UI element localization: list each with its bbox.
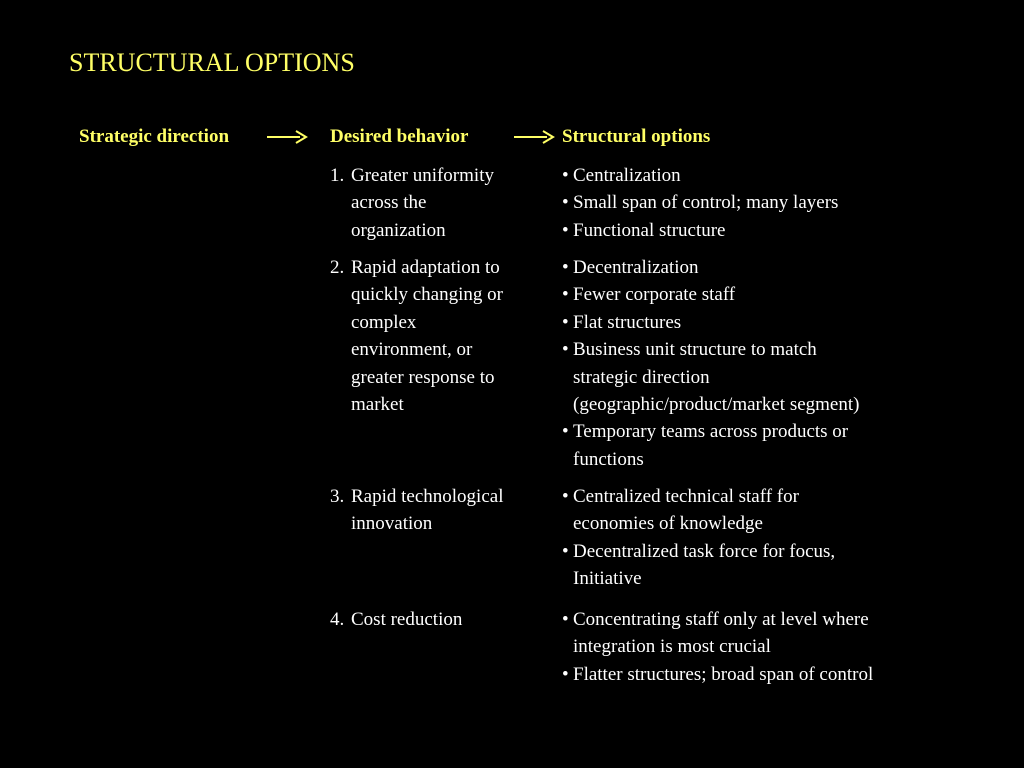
option-item: • Centralized technical staff for economies of knowledge <box>562 483 835 538</box>
bullet-icon: • <box>562 486 569 507</box>
behavior-text: Rapid adaptation to quickly changing or complex environment, or greater response to market <box>351 257 503 416</box>
bullet-icon: • <box>562 165 569 186</box>
bullet-icon: • <box>562 421 569 443</box>
header-strategic-direction: Strategic direction <box>79 126 230 147</box>
option-item: • Fewer corporate staff <box>562 281 859 308</box>
bullet-icon: • <box>562 284 569 306</box>
options-list-4 <box>562 606 873 688</box>
item-number: 2. <box>330 257 345 278</box>
page-title: STRUCTURAL OPTIONS <box>69 48 355 77</box>
options-list-1 <box>562 162 838 244</box>
item-number: 4. <box>330 609 345 630</box>
item-number: 1. <box>330 165 345 186</box>
behavior-text: Greater uniformity across the organization <box>351 165 494 241</box>
bullet-icon: • <box>562 192 569 214</box>
bullet-icon: • <box>562 311 569 333</box>
option-item: • Concentrating staff only at level where integration is most crucial <box>562 606 873 661</box>
bullet-icon: • <box>562 609 569 630</box>
option-item: • Decentralized task force for focus, Initiative <box>562 538 835 593</box>
option-item: • Functional structure <box>562 217 838 244</box>
header-desired-behavior: Desired behavior <box>330 126 469 147</box>
option-item: • Flat structures <box>562 309 859 336</box>
options-list-3 <box>562 483 835 593</box>
bullet-icon: • <box>562 219 569 241</box>
bullet-icon: • <box>562 257 569 278</box>
option-item: • Decentralization <box>562 254 859 281</box>
option-item: • Centralization <box>562 162 838 189</box>
header-structural-options: Structural options <box>562 126 711 147</box>
behavior-text: Rapid technological innovation <box>351 486 504 535</box>
option-item: • Business unit structure to match strategic direction (geographic/product/market segment) <box>562 336 859 418</box>
bullet-icon: • <box>562 339 569 361</box>
arrow-right-icon <box>513 128 555 144</box>
bullet-icon: • <box>562 540 569 562</box>
option-item: • Small span of control; many layers <box>562 189 838 216</box>
option-item: • Flatter structures; broad span of control <box>562 661 873 688</box>
item-number: 3. <box>330 486 345 507</box>
options-list-2 <box>562 254 859 473</box>
arrow-right-icon <box>266 128 308 144</box>
behavior-text: Cost reduction <box>351 609 463 630</box>
option-item: • Temporary teams across products or functions <box>562 418 859 473</box>
bullet-icon: • <box>562 663 569 685</box>
